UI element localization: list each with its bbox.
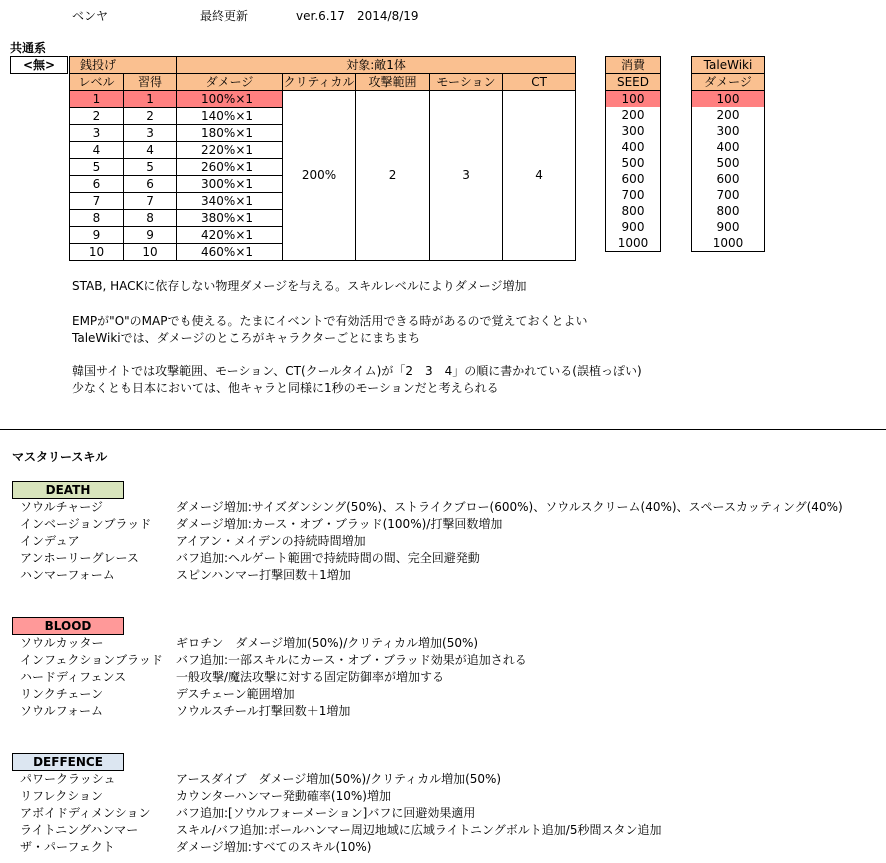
mastery-skill-name: ライトニングハンマー xyxy=(20,823,139,837)
skill-name: 銭投げ xyxy=(70,57,177,74)
damage-cell: 300%×1 xyxy=(177,176,283,193)
level-cell: 7 xyxy=(70,193,124,210)
damage-cell: 220%×1 xyxy=(177,142,283,159)
seed-cost-cell: 100 xyxy=(606,91,661,108)
learn-cell: 10 xyxy=(124,244,177,261)
talewiki-damage-cell: 400 xyxy=(692,139,765,155)
note-line: 少なくとも日本においては、他キャラと同様に1秒のモーションだと考えられる xyxy=(72,381,499,395)
note-line: STAB, HACKに依存しない物理ダメージを与える。スキルレベルによりダメージ増加 xyxy=(72,279,527,293)
mastery-skill-desc: ソウルスチール打撃回数＋1増加 xyxy=(176,704,351,718)
mastery-skill-name: ハンマーフォーム xyxy=(20,568,115,582)
mastery-skill-name: リンクチェーン xyxy=(20,687,104,701)
talewiki-damage-cell: 500 xyxy=(692,155,765,171)
mastery-category-blood: BLOOD xyxy=(12,617,124,635)
damage-cell: 140%×1 xyxy=(177,108,283,125)
mastery-skill-name: ザ・パーフェクト xyxy=(20,840,115,854)
section-divider xyxy=(0,429,886,430)
learn-cell: 1 xyxy=(124,91,177,108)
critical-cell: 200% xyxy=(283,91,356,261)
level-cell: 8 xyxy=(70,210,124,227)
col-header-level: レベル xyxy=(70,74,124,91)
range-cell: 2 xyxy=(356,91,430,261)
seed-cost-cell: 1000 xyxy=(606,235,661,252)
level-cell: 10 xyxy=(70,244,124,261)
mastery-skill-name: インフェクションブラッド xyxy=(20,653,163,667)
mastery-skill-desc: アイアン・メイデンの持続時間増加 xyxy=(176,534,366,548)
author-name: ベンヤ xyxy=(72,9,109,23)
talewiki-damage-cell: 100 xyxy=(692,91,765,108)
level-cell: 5 xyxy=(70,159,124,176)
learn-cell: 5 xyxy=(124,159,177,176)
motion-cell: 3 xyxy=(430,91,503,261)
level-cell: 2 xyxy=(70,108,124,125)
tag-box xyxy=(10,56,68,74)
damage-cell: 180%×1 xyxy=(177,125,283,142)
learn-cell: 7 xyxy=(124,193,177,210)
cost-header: 消費 xyxy=(606,57,661,74)
talewiki-damage-cell: 300 xyxy=(692,123,765,139)
note-line: TaleWikiでは、ダメージのところがキャラクターごとにまちまち xyxy=(72,331,421,345)
level-cell: 3 xyxy=(70,125,124,142)
damage-cell: 420%×1 xyxy=(177,227,283,244)
damage-cell: 380%×1 xyxy=(177,210,283,227)
mastery-skill-desc: カウンターハンマー発動確率(10%)増加 xyxy=(176,789,391,803)
col-header-critical: クリティカル xyxy=(283,74,355,89)
talewiki-damage-cell: 900 xyxy=(692,219,765,235)
updated-label: 最終更新 xyxy=(200,9,249,23)
cost-subheader: SEED xyxy=(606,74,661,91)
mastery-skill-name: ソウルフォーム xyxy=(20,704,104,718)
damage-cell: 340%×1 xyxy=(177,193,283,210)
level-cell: 6 xyxy=(70,176,124,193)
mastery-skill-desc: バフ追加:一部スキルにカース・オブ・ブラッド効果が追加される xyxy=(176,653,527,667)
mastery-skill-desc: ダメージ増加:カース・オブ・ブラッド(100%)/打撃回数増加 xyxy=(176,517,503,531)
learn-cell: 3 xyxy=(124,125,177,142)
learn-cell: 9 xyxy=(124,227,177,244)
mastery-category-death: DEATH xyxy=(12,481,124,499)
level-cell: 9 xyxy=(70,227,124,244)
learn-cell: 8 xyxy=(124,210,177,227)
tag-label: <無> xyxy=(11,57,68,74)
cost-table xyxy=(605,56,661,252)
level-cell: 1 xyxy=(70,91,124,108)
mastery-skill-desc: デスチェーン範囲増加 xyxy=(176,687,295,701)
mastery-skill-name: インベージョンブラッド xyxy=(20,517,152,531)
learn-cell: 4 xyxy=(124,142,177,159)
mastery-skill-desc: アースダイブ ダメージ増加(50%)/クリティカル増加(50%) xyxy=(176,772,502,786)
talewiki-damage-cell: 600 xyxy=(692,171,765,187)
mastery-skill-name: アボイドディメンション xyxy=(20,806,151,820)
level-cell: 4 xyxy=(70,142,124,159)
mastery-skill-name: リフレクション xyxy=(20,789,104,803)
damage-cell: 460%×1 xyxy=(177,244,283,261)
talewiki-table xyxy=(691,56,765,252)
seed-cost-cell: 200 xyxy=(606,107,661,123)
mastery-skill-desc: スピンハンマー打撃回数＋1増加 xyxy=(176,568,351,582)
mastery-skill-desc: バフ追加:[ソウルフォーメーション]バフに回避効果適用 xyxy=(176,806,476,820)
learn-cell: 2 xyxy=(124,108,177,125)
damage-cell: 100%×1 xyxy=(177,91,283,108)
mastery-skill-desc: バフ追加:ヘルゲート範囲で持続時間の間、完全回避発動 xyxy=(176,551,480,565)
table-row xyxy=(70,91,576,108)
col-header-ct: CT xyxy=(503,74,576,91)
ct-cell: 4 xyxy=(503,91,576,261)
talewiki-damage-cell: 1000 xyxy=(692,235,765,252)
col-header-learn: 習得 xyxy=(124,74,177,91)
mastery-skill-name: パワークラッシュ xyxy=(20,772,116,786)
seed-cost-cell: 900 xyxy=(606,219,661,235)
mastery-title: マスタリースキル xyxy=(12,450,108,464)
note-line: EMPが"O"のMAPでも使える。たまにイベントで有効活用できる時があるので覚えておくとよい xyxy=(72,314,588,328)
col-header-damage: ダメージ xyxy=(177,74,283,91)
mastery-skill-desc: スキル/バフ追加:ボールハンマー周辺地域に広域ライトニングボルト追加/5秒間スタン追加 xyxy=(176,823,662,837)
mastery-skill-desc: 一般攻撃/魔法攻撃に対する固定防御率が増加する xyxy=(176,670,445,684)
seed-cost-cell: 500 xyxy=(606,155,661,171)
skill-table xyxy=(69,56,576,261)
mastery-skill-desc: ダメージ増加:すべてのスキル(10%) xyxy=(176,840,372,854)
talewiki-damage-cell: 200 xyxy=(692,107,765,123)
version-text: ver.6.17 xyxy=(296,9,345,23)
mastery-skill-name: ソウルチャージ xyxy=(20,500,104,514)
mastery-skill-desc: ダメージ増加:サイズダンシング(50%)、ストライクブロー(600%)、ソウルスクリーム(40%)、スペースカッティング(40%) xyxy=(176,500,843,514)
damage-cell: 260%×1 xyxy=(177,159,283,176)
talewiki-subheader: ダメージ xyxy=(692,74,765,91)
col-header-range: 攻撃範囲 xyxy=(356,74,430,91)
note-line: 韓国サイトでは攻撃範囲、モーション、CT(クールタイム)が「2 3 4」の順に書かれている(誤植っぽい) xyxy=(72,364,642,378)
mastery-skill-name: インデュア xyxy=(20,534,80,548)
seed-cost-cell: 400 xyxy=(606,139,661,155)
talewiki-header: TaleWiki xyxy=(692,57,765,74)
mastery-skill-name: ハードディフェンス xyxy=(20,670,127,684)
seed-cost-cell: 700 xyxy=(606,187,661,203)
talewiki-damage-cell: 700 xyxy=(692,187,765,203)
learn-cell: 6 xyxy=(124,176,177,193)
col-header-motion: モーション xyxy=(430,74,503,91)
seed-cost-cell: 800 xyxy=(606,203,661,219)
mastery-skill-name: アンホーリーグレース xyxy=(20,551,139,565)
seed-cost-cell: 300 xyxy=(606,123,661,139)
talewiki-damage-cell: 800 xyxy=(692,203,765,219)
mastery-category-deffence: DEFFENCE xyxy=(12,753,124,771)
seed-cost-cell: 600 xyxy=(606,171,661,187)
date-text: 2014/8/19 xyxy=(357,9,419,23)
mastery-skill-name: ソウルカッター xyxy=(20,636,104,650)
skill-target: 対象:敵1体 xyxy=(177,57,576,74)
section-title: 共通系 xyxy=(10,41,47,55)
mastery-skill-desc: ギロチン ダメージ増加(50%)/クリティカル増加(50%) xyxy=(176,636,479,650)
